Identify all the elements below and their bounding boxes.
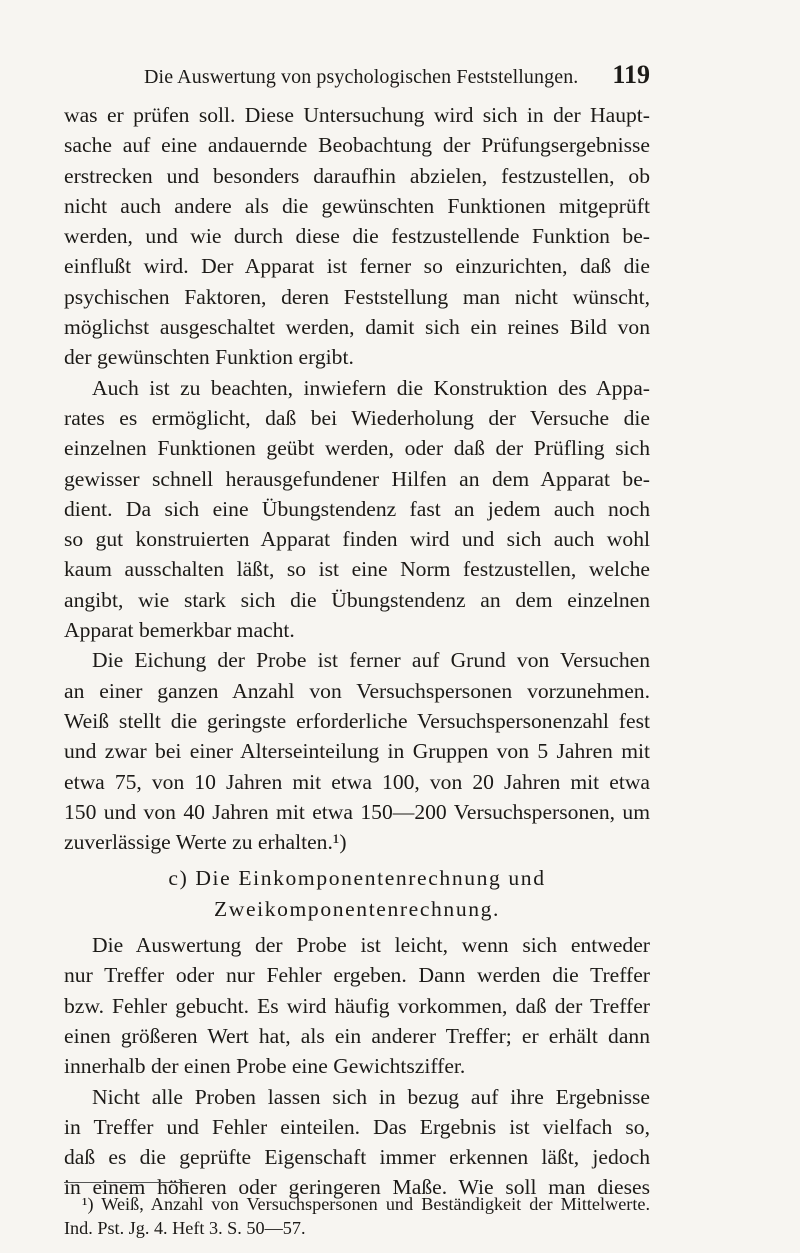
text-line: 150 und von 40 Jahren mit etwa 150—200 Versuchspersonen, um <box>64 799 650 824</box>
footnote-divider <box>64 1182 189 1183</box>
paragraph-2 <box>64 373 650 646</box>
text-line: psychischen Faktoren, deren Feststellung man nicht wünscht, <box>64 284 650 309</box>
text-line: in einem höheren oder geringeren Maße. Wie soll man dieses <box>64 1175 650 1200</box>
section-heading-line-1: c) Die Einkomponentenrechnung und <box>168 866 546 891</box>
section-heading <box>64 863 650 924</box>
text-line: daß es die geprüfte Eigenschaft immer erkennen läßt, jedoch <box>64 1145 650 1170</box>
text-line: gewisser schnell herausgefundener Hilfen an dem Apparat be- <box>64 466 650 491</box>
text-line: möglichst ausgeschaltet werden, damit sich ein reines Bild von <box>64 315 650 340</box>
text-line: innerhalb der einen Probe eine Gewichtsziffer. <box>64 1054 466 1079</box>
text-line: was er prüfen soll. Diese Untersuchung wird sich in der Haupt- <box>64 103 650 127</box>
text-line: Auch ist zu beachten, inwiefern die Konstruktion des Appa- <box>92 375 650 400</box>
body-text <box>64 100 650 1203</box>
running-title: Die Auswertung von psychologischen Feststellungen. <box>144 66 579 88</box>
text-line: einflußt wird. Der Apparat ist ferner so einzurichten, daß die <box>64 254 650 279</box>
text-line: sache auf eine andauernde Beobachtung der Prüfungsergebnisse <box>64 133 650 158</box>
page-header <box>64 60 650 94</box>
text-line: so gut konstruierten Apparat finden wird und sich auch wohl <box>64 527 650 552</box>
text-line: bzw. Fehler gebucht. Es wird häufig vorkommen, daß der Treffer <box>64 993 650 1018</box>
text-line: etwa 75, von 10 Jahren mit etwa 100, von 20 Jahren mit etwa <box>64 769 650 794</box>
text-line: Weiß stellt die geringste erforderliche Versuchspersonenzahl fest <box>64 708 650 733</box>
text-line: einen größeren Wert hat, als ein anderer Treffer; er erhält dann <box>64 1023 650 1048</box>
text-line: nicht auch andere als die gewünschten Funktionen mitgeprüft <box>64 193 650 218</box>
paragraph-5 <box>64 1082 650 1203</box>
paragraph-4 <box>64 930 650 1081</box>
text-line: in Treffer und Fehler einteilen. Das Ergebnis ist vielfach so, <box>64 1114 650 1139</box>
text-line: Die Auswertung der Probe ist leicht, wenn sich entweder <box>92 933 650 958</box>
text-line: angibt, wie stark sich die Übungstendenz an dem einzelnen <box>64 587 650 612</box>
text-line: erstrecken und besonders daraufhin abzielen, festzustellen, ob <box>64 163 650 188</box>
paragraph-3 <box>64 645 650 857</box>
text-line: Apparat bemerkbar macht. <box>64 618 295 643</box>
text-line: Die Eichung der Probe ist ferner auf Grund von Versuchen <box>92 648 650 673</box>
text-line: zuverlässige Werte zu erhalten.¹) <box>64 830 347 855</box>
text-line: rates es ermöglicht, daß bei Wiederholung der Versuche die <box>64 405 650 430</box>
text-line: einzelnen Funktionen geübt werden, oder daß der Prüfling sich <box>64 436 650 461</box>
footnote-line-2: Ind. Pst. Jg. 4. Heft 3. S. 50—57. <box>64 1218 306 1238</box>
text-line: werden, und wie durch diese die festzustellende Funktion be- <box>64 224 650 249</box>
text-line: dient. Da sich eine Übungstendenz fast an jedem auch noch <box>64 496 650 521</box>
text-line: nur Treffer oder nur Fehler ergeben. Dann werden die Treffer <box>64 963 650 988</box>
text-line: kaum ausschalten läßt, so ist eine Norm festzustellen, welche <box>64 557 650 582</box>
paragraph-1 <box>64 100 650 373</box>
page-number: 119 <box>612 60 650 89</box>
text-line: der gewünschten Funktion ergibt. <box>64 345 354 370</box>
footnote <box>64 1192 650 1240</box>
text-line: an einer ganzen Anzahl von Versuchspersonen vorzunehmen. <box>64 678 650 703</box>
text-line: und zwar bei einer Alterseinteilung in Gruppen von 5 Jahren mit <box>64 739 650 764</box>
section-heading-line-2: Zweikomponentenrechnung. <box>213 896 501 921</box>
footnote-line-1: ¹) Weiß, Anzahl von Versuchspersonen und Beständigkeit der Mittelwerte. <box>82 1194 650 1214</box>
text-line: Nicht alle Proben lassen sich in bezug auf ihre Ergebnisse <box>92 1084 650 1109</box>
